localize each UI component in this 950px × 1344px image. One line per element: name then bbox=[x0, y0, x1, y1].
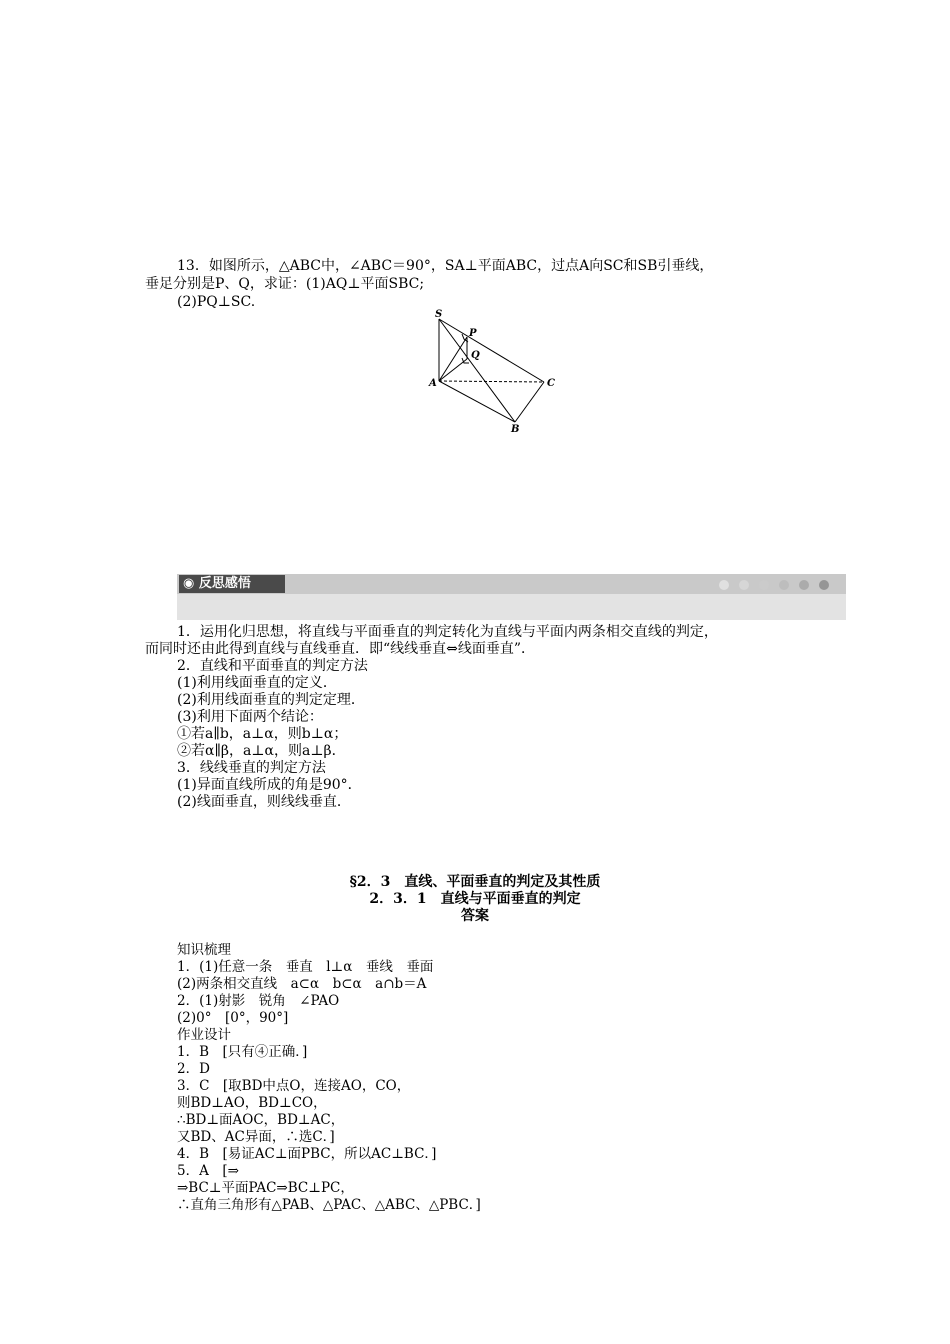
answer-line: 4．B [易证AC⊥面PBC，所以AC⊥BC．] bbox=[177, 1146, 437, 1162]
problem-line-3: (2)PQ⊥SC. bbox=[177, 294, 256, 310]
section-title: §2．3 直线、平面垂直的判定及其性质 bbox=[349, 874, 601, 890]
label-P: P bbox=[469, 328, 477, 339]
reflection-line: (3)利用下面两个结论： bbox=[177, 709, 323, 725]
decor-dot bbox=[739, 580, 749, 590]
label-Q: Q bbox=[471, 350, 480, 361]
edge-BC bbox=[515, 382, 544, 422]
reflection-title: ◉ 反思感悟 bbox=[179, 575, 285, 593]
answer-line: 2．D bbox=[177, 1061, 210, 1077]
decor-dot bbox=[759, 580, 769, 590]
decor-dot bbox=[719, 580, 729, 590]
answer-line: (2)两条相交直线 a⊂α b⊂α a∩b＝A bbox=[177, 976, 427, 992]
edge-AB bbox=[439, 381, 515, 422]
reflection-line: 而同时还由此得到直线与直线垂直．即“线线垂直⇔线面垂直”． bbox=[145, 641, 536, 657]
answer-line: ⇒BC⊥平面PAC⇒BC⊥PC， bbox=[177, 1180, 354, 1196]
answer-line: 又BD、AC异面，∴选C．] bbox=[177, 1129, 335, 1145]
decor-dot bbox=[799, 580, 809, 590]
answer-line: 知识梳理 bbox=[177, 942, 231, 958]
edge-AC bbox=[439, 381, 544, 382]
label-S: S bbox=[435, 309, 443, 320]
decor-dot bbox=[819, 580, 829, 590]
reflection-line: (2)线面垂直，则线线垂直． bbox=[177, 794, 351, 810]
answer-line: ∴BD⊥面AOC，BD⊥AC， bbox=[177, 1112, 345, 1128]
reflection-banner bbox=[177, 574, 846, 620]
answer-line: 5．A [⇒ bbox=[177, 1163, 239, 1179]
edge-AQ bbox=[439, 359, 467, 381]
decor-dot bbox=[779, 580, 789, 590]
answer-line: 1．B [只有④正确．] bbox=[177, 1044, 308, 1060]
reflection-line: 2．直线和平面垂直的判定方法 bbox=[177, 658, 368, 674]
label-C: C bbox=[547, 378, 555, 389]
edge-SC bbox=[439, 319, 544, 382]
geometry-figure bbox=[420, 306, 570, 436]
answer-line: 1．(1)任意一条 垂直 l⊥α 垂线 垂面 bbox=[177, 959, 434, 975]
answer-line: 作业设计 bbox=[177, 1027, 231, 1043]
answer-line: ∴直角三角形有△PAB、△PAC、△ABC、△PBC．] bbox=[177, 1197, 481, 1213]
answer-line: (2)0° [0°，90°] bbox=[177, 1010, 289, 1026]
reflection-line: (1)利用线面垂直的定义． bbox=[177, 675, 337, 691]
answer-line: 2．(1)射影 锐角 ∠PAO bbox=[177, 993, 340, 1009]
subsection-title: 2．3．1 直线与平面垂直的判定 bbox=[369, 891, 581, 907]
reflection-line: ②若α∥β，a⊥α，则a⊥β． bbox=[177, 743, 346, 759]
reflection-line: 3．线线垂直的判定方法 bbox=[177, 760, 326, 776]
reflection-line: (2)利用线面垂直的判定定理． bbox=[177, 692, 365, 708]
label-A: A bbox=[429, 378, 437, 389]
label-B: B bbox=[511, 424, 520, 435]
reflection-line: 1．运用化归思想，将直线与平面垂直的判定转化为直线与平面内两条相交直线的判定， bbox=[177, 624, 718, 640]
edge-SB bbox=[439, 319, 515, 422]
answer-title: 答案 bbox=[461, 908, 489, 924]
answer-line: 则BD⊥AO，BD⊥CO， bbox=[177, 1095, 327, 1111]
reflection-line: ①若a∥b，a⊥α，则b⊥α； bbox=[177, 726, 348, 742]
problem-line-1: 13．如图所示，△ABC中，∠ABC＝90°，SA⊥平面ABC，过点A向SC和SB引垂线， bbox=[177, 258, 714, 274]
problem-line-2: 垂足分别是P、Q，求证：(1)AQ⊥平面SBC; bbox=[145, 276, 425, 292]
answer-line: 3．C [取BD中点O，连接AO，CO， bbox=[177, 1078, 411, 1094]
reflection-line: (1)异面直线所成的角是90°． bbox=[177, 777, 362, 793]
banner-header-bar bbox=[177, 574, 846, 594]
